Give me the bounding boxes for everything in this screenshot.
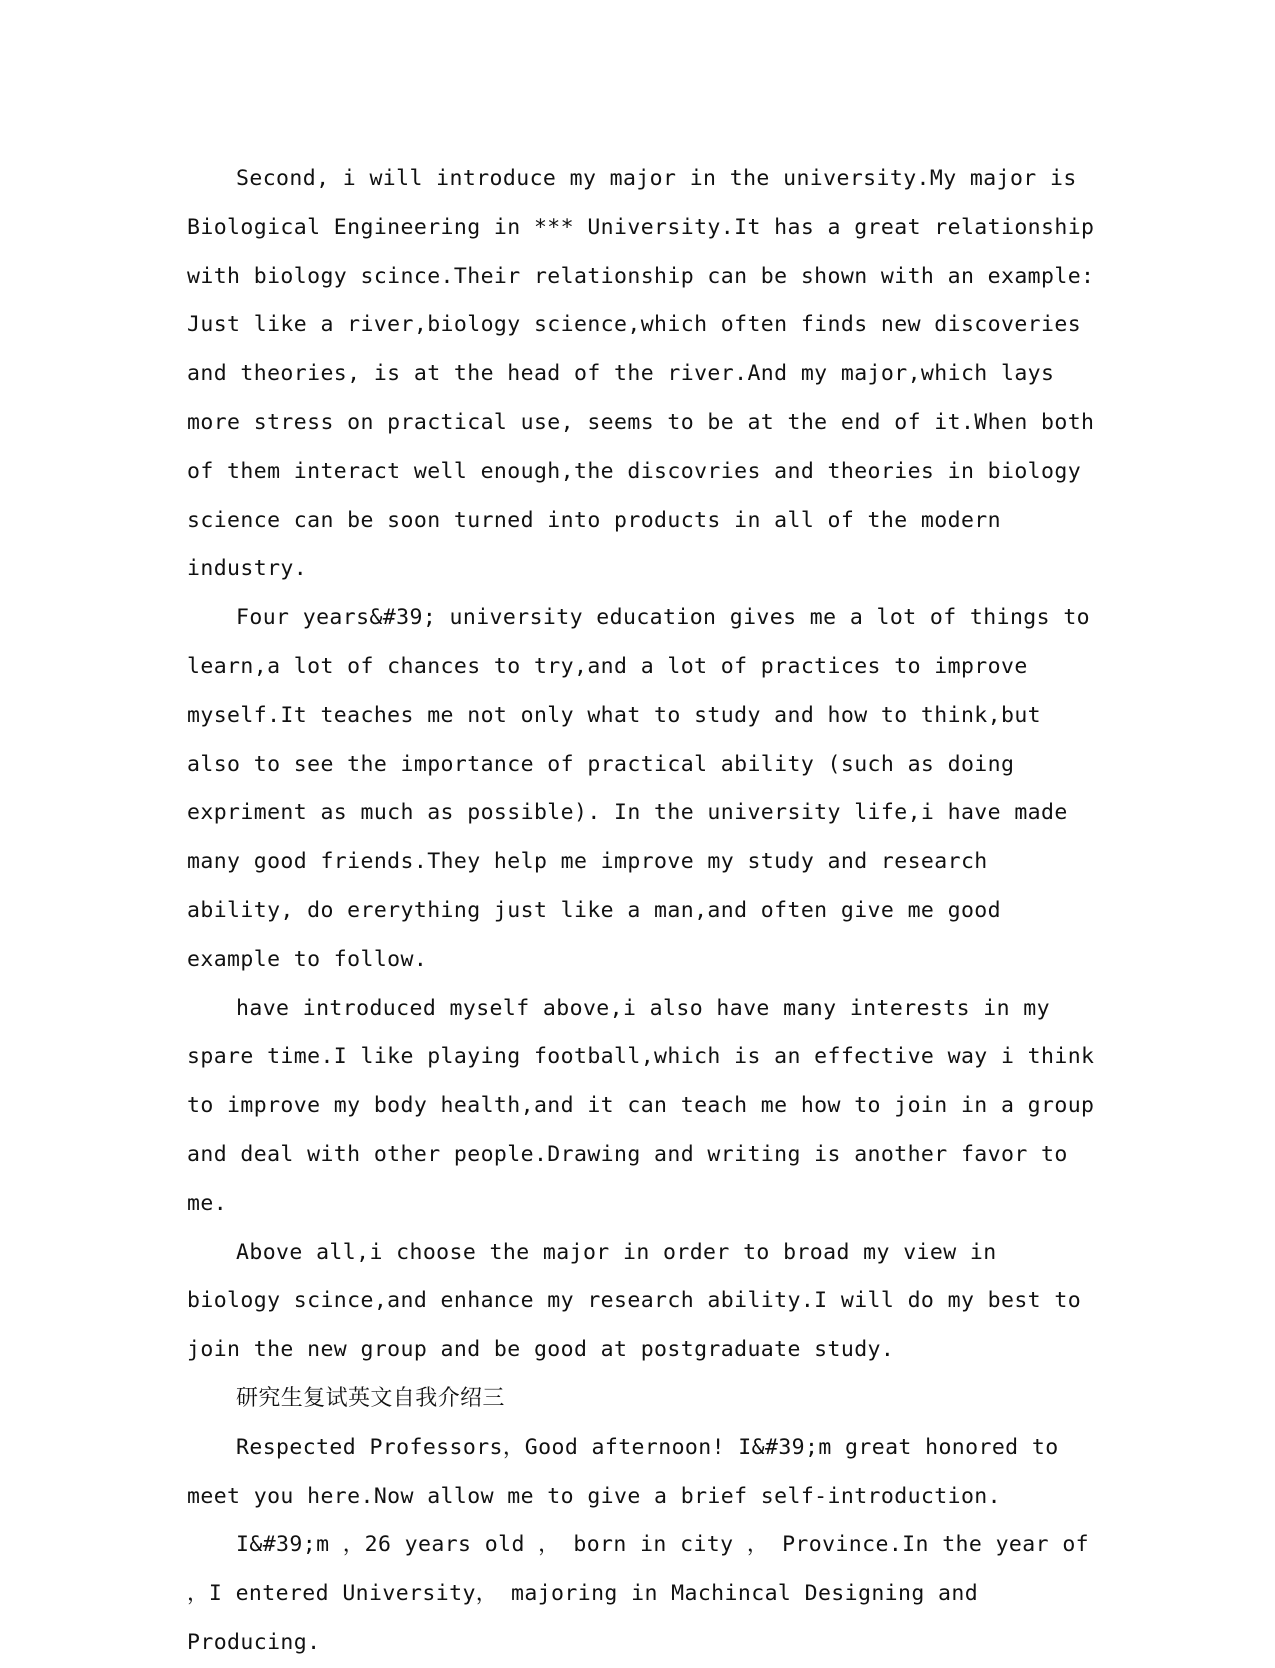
section-heading: 研究生复试英文自我介绍三 xyxy=(236,1385,505,1411)
paragraph-greeting: Respected Professors，Good afternoon! I&#39;m great honored to meet you here.Now allow me to give a brief self-introduction. xyxy=(187,1434,1059,1509)
paragraph-interests: have introduced myself above,i also have many interests in my spare time.I like playing football,which is an effective way i think to improve my body health,and it can teach me how to join in a group and deal with other people.Drawing and writing is another favor to me. xyxy=(187,995,1095,1216)
paragraph-education: Four years&#39; university education gives me a lot of things to learn,a lot of chances to try,and a lot of practices to improve myself.It teaches me not only what to study and how to think,but also to see the importance of practical ability (such as doing expriment as much as possible). In the university life,i have made many good friends.They help me improve my study and research ability, do ererything just like a man,and often give me good example to follow. xyxy=(187,605,1091,972)
paragraph-personal-info: I&#39;m ，26 years old ， born in city ， Province.In the year of ，I entered University， majoring in Machincal Designing and Producing. xyxy=(187,1532,1090,1655)
document-body xyxy=(187,155,1095,1668)
paragraph-conclusion: Above all,i choose the major in order to broad my view in biology scince,and enhance my research ability.I will do my best to join the new group and be good at postgraduate study. xyxy=(187,1239,1082,1363)
paragraph-major: Second, i will introduce my major in the university.My major is Biological Engineering in *** University.It has a great relationship with biology scince.Their relationship can be shown with an example: Just like a river,biology science,which often finds new discoveries and theories, is at the head of the river.And my major,which lays more stress on practical use, seems to be at the end of it.When both of them interact well enough,the discovries and theories in biology science can be soon turned into products in all of the modern industry. xyxy=(187,166,1095,582)
